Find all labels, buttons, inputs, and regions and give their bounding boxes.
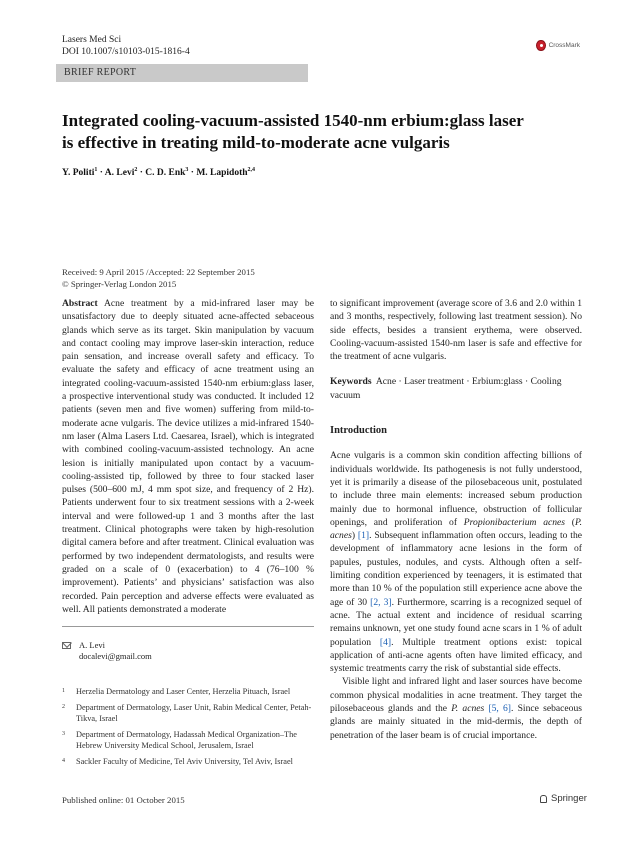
citation-link[interactable]: [4] [379, 636, 392, 648]
intro-text: Acne vulgaris is a common skin condition affecting billions of individuals worldwide. Its pathogenesis is not fully understood, yet it is primarily a disease of the pilosebaceous unit, postulated to include three main elements: increased sebum production mainly due to hormonal influence, obstruction of follicular openings, and proliferation of [330, 450, 582, 528]
article-title [62, 110, 582, 154]
author-affiliation-mark: 3 [185, 167, 189, 173]
right-column [330, 297, 582, 742]
author-affiliation-mark: 2 [134, 167, 138, 173]
intro-text: . Multiple treatment options exist: topical application of anti-acne agents often have limited efficacy, and systemic treatments carry the risk of substantial side effects. [330, 636, 582, 675]
footnote-divider [62, 626, 314, 627]
species-abbr: P. acnes [451, 703, 485, 715]
affiliation [62, 729, 314, 751]
crossmark-badge[interactable] [536, 37, 580, 53]
abstract-continued: to significant improvement (average score of 3.6 and 2.0 within 1 and 3 months, respectively, following last treatment session). No side effects, besides a transient erythema, were observed. Cooling-vacuum-assisted 1540-nm laser is safe and effective for the treatment of acne vulgaris. [330, 298, 582, 363]
title-line-2: is effective in treating mild-to-moderate acne vulgaris [62, 133, 450, 152]
author[interactable]: C. D. Enk [145, 168, 186, 179]
abstract [62, 297, 314, 616]
corresponding-author: A. Levi [79, 640, 105, 650]
affiliation-text: Sackler Faculty of Medicine, Tel Aviv University, Tel Aviv, Israel [76, 757, 293, 766]
received-accepted-dates: Received: 9 April 2015 /Accepted: 22 September 2015 [62, 267, 255, 277]
citation-link[interactable]: [1] [357, 530, 370, 542]
intro-paragraph-2 [330, 675, 582, 741]
author[interactable]: Y. Politi [62, 168, 95, 179]
author[interactable]: M. Lapidoth [196, 168, 248, 179]
left-column [62, 297, 314, 616]
springer-horse-icon [539, 794, 548, 804]
publisher-name: Springer [551, 793, 587, 804]
affiliation-number: 4 [62, 758, 65, 764]
affiliation-number: 2 [62, 704, 65, 710]
affiliation-text: Department of Dermatology, Laser Unit, Rabin Medical Center, Petah-Tikva, Israel [76, 703, 312, 723]
author-list: Y. Politi$^1$ · A. Levi$^2$ · C. D. Enk$^3$ · M. Lapidoth$^{2,4}$ [62, 167, 256, 179]
crossmark-label: CrossMark [548, 41, 580, 49]
citation-link[interactable]: [5, 6] [488, 703, 512, 715]
species-abbr: P. acnes [330, 516, 583, 542]
publisher-logo[interactable] [539, 793, 587, 804]
author[interactable]: A. Levi [104, 168, 135, 179]
affiliation-text: Department of Dermatology, Hadassah Medical Organization–The Hebrew University Medical School, Jerusalem, Israel [76, 730, 297, 750]
crossmark-icon [536, 40, 546, 51]
doi[interactable]: DOI 10.1007/s10103-015-1816-4 [62, 47, 190, 57]
affiliation-text: Herzelia Dermatology and Laser Center, Herzelia Pituach, Israel [76, 687, 291, 696]
corresponding-email[interactable]: docalevi@gmail.com [79, 651, 152, 661]
title-line-1: Integrated cooling-vacuum-assisted 1540-nm erbium:glass laser [62, 111, 524, 130]
journal-name: Lasers Med Sci [62, 35, 122, 45]
envelope-icon [62, 642, 71, 649]
publication-date: Published online: 01 October 2015 [62, 795, 185, 805]
section-heading-introduction: Introduction [330, 425, 387, 437]
intro-text: . Since sebaceous glands are mainly situated in the mid-dermis, the depth of penetration of the laser beam is of crucial importance. [330, 703, 582, 741]
affiliation-number: 1 [62, 688, 65, 694]
intro-text: . Subsequent inflammation often occurs, leading to the development of inflammatory acne lesions in the form of papules, pustules, nodules, and cysts. Although often a self-limiting condition experienced by teenagers, it is estimated that more than 10 % of the population still experience acne above the age of 30 [330, 530, 583, 608]
affiliation [62, 756, 314, 767]
article-history [62, 267, 255, 290]
affiliation [62, 686, 314, 697]
intro-paragraph-1: Acne vulgaris is a common skin condition affecting billions of individuals worldwide. Its pathogenesis is not fully understood, yet it is primarily a disease of the pilosebaceous unit, postulated to include three main elements: increased sebum production mainly due to hormonal influence, obstruction of follicular openings, and proliferation of Propionibacterium acnes (P. acnes) [1]. Subsequent inflammation often occurs, leading to the development of inflammatory acne lesions in the form of papules, pustules, nodules, and cysts. Although often a self-limiting condition experienced by teenagers, it is estimated that more than 10 % of the population still experience acne above the age of 30 [2, 3]. Furthermore, scarring is a recognized sequel of acne. The actual extent and incidence of residual scarring remains unknown, yet one study found acne scars in 1 % of adult population [4]. Multiple treatment options exist: topical application of anti-acne agents often have limited efficacy, and systemic treatments carry the risk of substantial side effects. [330, 450, 583, 675]
keywords [330, 375, 582, 402]
article-type-banner: BRIEF REPORT [56, 64, 308, 82]
keywords-text: Acne · Laser treatment · Erbium:glass · Cooling vacuum [330, 376, 562, 401]
copyright-notice: © Springer-Verlag London 2015 [62, 278, 177, 289]
affiliation-number: 3 [62, 731, 65, 737]
correspondence [62, 640, 152, 662]
keywords-label: Keywords [330, 376, 372, 388]
abstract-text: Acne treatment by a mid-infrared laser may be unsatisfactory due to deeply situated acne-affected sebaceous glands which serve as its target. Skin manipulation by vacuum and contact cooling may improve laser-skin interaction, reduce pain sensation, and increase overall safety and efficacy. To evaluate the safety and efficacy of acne treatment using an integrated cooling-vacuum-assisted 1540-nm erbium:glass laser, a prospective interventional study was conducted. It included 12 patients (seven men and five women) suffering from mild-to-moderate acne vulgaris. The device utilizes a mid-infrared 1540-nm laser (Alma Lasers Ltd. Caesarea, Israel), which is integrated with combined cooling-vacuum-assisted technology. An acne lesion is initially manipulated upon contact by a vacuum-cooling-assisted tip, followed by three to four stacked laser pulses (500–600 mJ, 4 mm spot size, and frequency of 2 Hz). Patients underwent four to six treatment sessions with a 2-week interval and were followed-up 1 and 3 months after the last treatment. Clinical photographs were taken by high-resolution digital camera before and after treatment. Clinical evaluation was performed by two independent dermatologists, and results were graded on a scale of 0 (exacerbation) to 4 (76–100 % improvement). Patients’ and physicians’ satisfaction was also recorded. Pain perception and adverse effects were evaluated as well. All patients demonstrated a moderate [62, 298, 314, 615]
abstract-label: Abstract [62, 298, 98, 309]
intro-text: Visible light and infrared light and laser sources have become common physical modalities in acne treatment. They target the pilosebaceous glands and the [330, 676, 582, 715]
species-name: Propionibacterium acnes [463, 516, 566, 528]
intro-text: . Furthermore, scarring is a recognized sequel of acne. The actual extent and incidence of residual scarring remains unknown, yet one study found acne scars in 1 % of adult population [330, 596, 582, 648]
citation-link[interactable]: [2, 3] [370, 596, 392, 608]
affiliation [62, 702, 314, 724]
author-affiliation-mark: 1 [94, 167, 98, 173]
journal-header [62, 34, 190, 58]
author-affiliation-mark: 2,4 [247, 167, 256, 173]
